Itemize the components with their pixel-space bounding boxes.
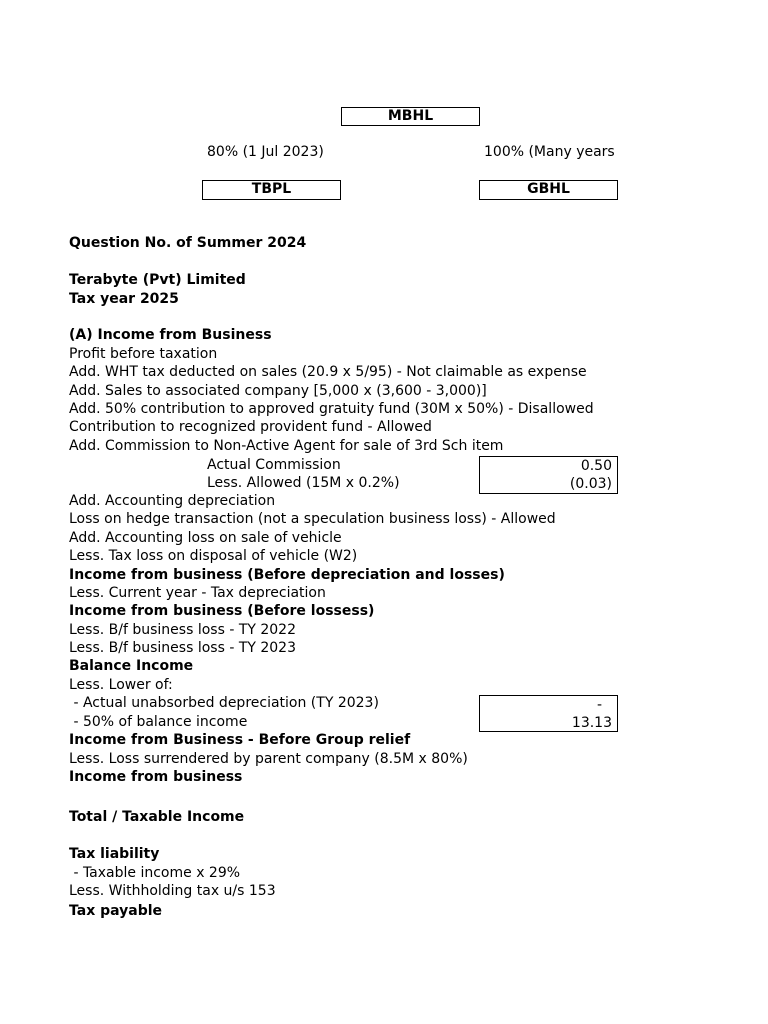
list-item: Less. Tax loss on disposal of vehicle (W2) bbox=[69, 548, 358, 564]
commission-values-box bbox=[479, 456, 618, 494]
list-item: Less. Lower of: bbox=[69, 677, 173, 693]
list-item: Less. B/f business loss - TY 2022 bbox=[69, 622, 297, 638]
lower-of-values-box bbox=[479, 695, 618, 732]
list-item: Less. Loss surrendered by parent company (8.5M x 80%) bbox=[69, 751, 468, 767]
unabsorbed-depreciation-value: - bbox=[596, 697, 602, 713]
left-subsidiary-box: TBPL bbox=[202, 180, 341, 200]
withholding-tax-line: Less. Withholding tax u/s 153 bbox=[69, 883, 276, 899]
tax-year: Tax year 2025 bbox=[69, 291, 179, 307]
actual-commission-value: 0.50 bbox=[580, 458, 612, 474]
half-balance-income-label: - 50% of balance income bbox=[69, 714, 248, 730]
taxable-income-rate-line: - Taxable income x 29% bbox=[69, 865, 241, 881]
half-balance-income-value: 13.13 bbox=[571, 715, 612, 731]
tax-payable: Tax payable bbox=[69, 903, 163, 919]
list-item: Add. Accounting loss on sale of vehicle bbox=[69, 530, 342, 546]
subtotal-before-losses: Income from business (Before lossess) bbox=[69, 603, 375, 619]
list-item: Add. Sales to associated company [5,000 x (3,600 - 3,000)] bbox=[69, 383, 487, 399]
right-subsidiary-box: GBHL bbox=[479, 180, 618, 200]
balance-income: Balance Income bbox=[69, 658, 194, 674]
list-item: Add. 50% contribution to approved gratuity fund (30M x 50%) - Disallowed bbox=[69, 401, 594, 417]
list-item: Less. B/f business loss - TY 2023 bbox=[69, 640, 297, 656]
section-a-heading: (A) Income from Business bbox=[69, 327, 272, 343]
right-ownership-label: 100% (Many years bbox=[484, 144, 615, 160]
allowed-commission-label: Less. Allowed (15M x 0.2%) bbox=[207, 475, 400, 491]
allowed-commission-value: (0.03) bbox=[569, 476, 612, 492]
parent-company-box: MBHL bbox=[341, 107, 480, 126]
list-item: Loss on hedge transaction (not a speculation business loss) - Allowed bbox=[69, 511, 556, 527]
income-from-business: Income from business bbox=[69, 769, 243, 785]
company-name: Terabyte (Pvt) Limited bbox=[69, 272, 246, 288]
tax-liability-heading: Tax liability bbox=[69, 846, 160, 862]
actual-commission-label: Actual Commission bbox=[207, 457, 341, 473]
list-item: Less. Current year - Tax depreciation bbox=[69, 585, 326, 601]
list-item: Add. Accounting depreciation bbox=[69, 493, 276, 509]
list-item: Contribution to recognized provident fund - Allowed bbox=[69, 419, 432, 435]
list-item: Add. WHT tax deducted on sales (20.9 x 5/95) - Not claimable as expense bbox=[69, 364, 587, 380]
income-before-group-relief: Income from Business - Before Group relief bbox=[69, 732, 411, 748]
subtotal-before-depreciation: Income from business (Before depreciation and losses) bbox=[69, 567, 505, 583]
total-taxable-income: Total / Taxable Income bbox=[69, 809, 245, 825]
list-item: Profit before taxation bbox=[69, 346, 218, 362]
question-title: Question No. of Summer 2024 bbox=[69, 235, 307, 251]
list-item: Add. Commission to Non-Active Agent for sale of 3rd Sch item bbox=[69, 438, 504, 454]
unabsorbed-depreciation-label: - Actual unabsorbed depreciation (TY 2023) bbox=[69, 695, 379, 711]
left-ownership-label: 80% (1 Jul 2023) bbox=[207, 144, 324, 160]
